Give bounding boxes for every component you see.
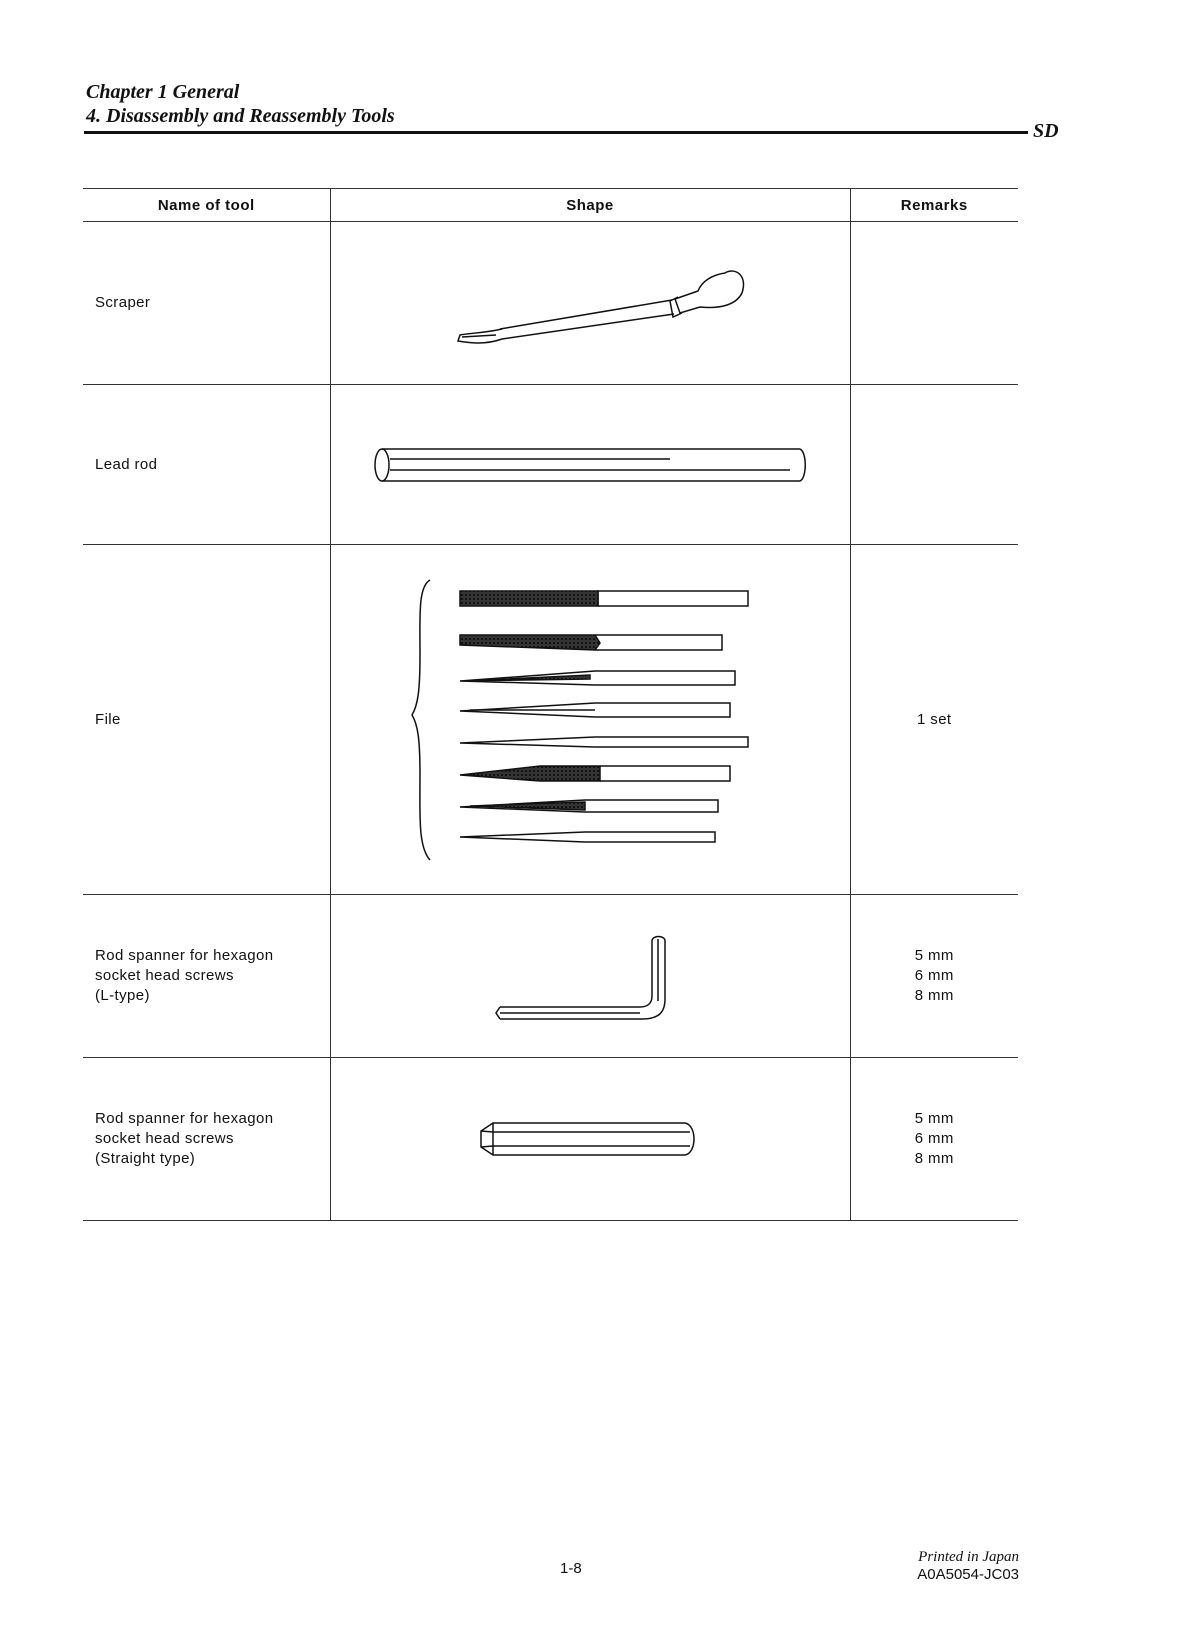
scraper-icon <box>430 253 750 353</box>
section-title: 4. Disassembly and Reassembly Tools <box>86 105 395 127</box>
table-row <box>83 1058 1018 1221</box>
tool-name-line: Rod spanner for hexagon <box>95 1110 274 1127</box>
column-header-name: Name of tool <box>83 189 330 222</box>
table-header-row <box>83 189 1018 222</box>
tool-name-line: Lead rod <box>95 455 158 473</box>
file-set-icon <box>410 575 770 865</box>
l-type-hex-key-icon <box>490 931 690 1021</box>
column-header-shape: Shape <box>330 189 850 222</box>
page-number: 1-8 <box>560 1560 582 1577</box>
tool-name-cell <box>83 1058 330 1221</box>
tool-name-cell <box>83 222 330 385</box>
tool-remarks-cell <box>850 222 1018 385</box>
document-code: A0A5054-JC03 <box>917 1566 1019 1583</box>
tool-name-line: (L-type) <box>95 987 150 1004</box>
column-header-remarks: Remarks <box>850 189 1018 222</box>
table-row <box>83 895 1018 1058</box>
tool-shape-cell <box>330 895 850 1058</box>
tool-name-cell <box>83 545 330 895</box>
page-header <box>86 80 395 128</box>
table-row <box>83 222 1018 385</box>
remark-line: 8 mm <box>914 987 954 1004</box>
tool-shape-cell <box>330 385 850 545</box>
tool-remarks-cell <box>850 385 1018 545</box>
tool-remarks-cell <box>850 545 1018 895</box>
tool-name-cell <box>83 895 330 1058</box>
tool-name-line: Rod spanner for hexagon <box>95 947 274 964</box>
tool-name-line: socket head screws <box>95 967 234 984</box>
tool-remarks-cell <box>850 895 1018 1058</box>
remark-line: 1 set <box>916 710 952 728</box>
remark-line: 5 mm <box>914 1110 954 1127</box>
tool-shape-cell <box>330 545 850 895</box>
tool-shape-cell <box>330 222 850 385</box>
tool-name-line: (Straight type) <box>95 1150 196 1167</box>
tool-name-line: Scraper <box>95 294 151 311</box>
remark-line: 6 mm <box>914 1130 954 1147</box>
printed-in-label: Printed in Japan <box>918 1549 1019 1565</box>
remark-line: 8 mm <box>914 1150 954 1167</box>
table-row <box>83 545 1018 895</box>
tool-name-line: socket head screws <box>95 1130 234 1147</box>
header-rule <box>84 131 1028 134</box>
straight-hex-key-icon <box>475 1117 705 1161</box>
tool-remarks-cell <box>850 1058 1018 1221</box>
tool-shape-cell <box>330 1058 850 1221</box>
tools-table <box>83 188 1018 1221</box>
lead-rod-icon <box>370 440 810 490</box>
brand-mark: SD <box>1033 120 1059 142</box>
tool-name-line: File <box>95 710 121 728</box>
remark-line: 5 mm <box>914 947 954 964</box>
chapter-title: Chapter 1 General <box>86 81 240 103</box>
table-row <box>83 385 1018 545</box>
remark-line: 6 mm <box>914 967 954 984</box>
tool-name-cell <box>83 385 330 545</box>
